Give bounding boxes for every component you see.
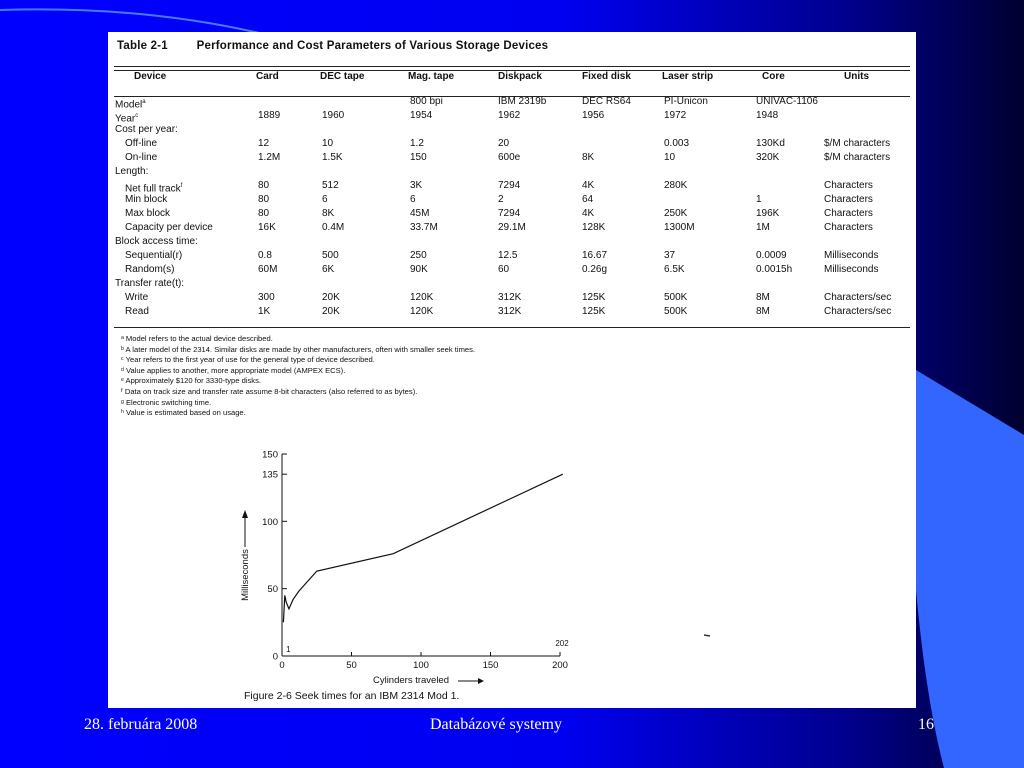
table-cell: 16.67 [582, 250, 608, 261]
table-cell: 120K [410, 292, 434, 303]
table-cell: 20K [322, 292, 340, 303]
footnote: ᶜ Year refers to the first year of use for the general type of device described. [121, 355, 375, 365]
table-cell: 0.0015h [756, 264, 793, 275]
table-cell: 20K [322, 306, 340, 317]
column-header: Card [256, 71, 279, 82]
scanned-page [108, 32, 916, 708]
row-label: Block access time: [115, 236, 198, 247]
table-cell: 250 [410, 250, 427, 261]
table-cell: 600e [498, 152, 521, 163]
table-cell: 1M [756, 222, 770, 233]
table-cell: 320K [756, 152, 780, 163]
row-label: Random(s) [125, 264, 175, 275]
table-cell: 7294 [498, 180, 521, 191]
table-cell: 4K [582, 208, 595, 219]
table-cell: 0.26g [582, 264, 608, 275]
table-cell: 512 [322, 180, 339, 191]
table-cell: 8K [322, 208, 335, 219]
table-cell: 12 [258, 138, 270, 149]
table-cell: 300 [258, 292, 275, 303]
row-label: Cost per year: [115, 124, 178, 135]
table-cell: 6 [410, 194, 416, 205]
table-cell: 90K [410, 264, 428, 275]
table-cell: 37 [664, 250, 676, 261]
table-cell: 10 [664, 152, 676, 163]
y-axis-arrowhead [242, 510, 248, 518]
table-title-text: Performance and Cost Parameters of Various Storage Devices [196, 40, 549, 52]
table-cell: Characters [824, 194, 873, 205]
table-cell: Characters [824, 180, 873, 191]
chart-annotation: 202 [555, 639, 569, 648]
table-cell: 16K [258, 222, 276, 233]
x-axis-arrowhead [478, 678, 484, 684]
row-label: Net full track$^f$ [125, 183, 183, 195]
row-label: Capacity per device [125, 222, 213, 233]
footnote: ᵈ Value applies to another, more appropriate model (AMPEX ECS). [121, 365, 346, 375]
table-cell: 1948 [756, 110, 779, 121]
table-cell: 500K [664, 292, 688, 303]
table-cell: 1.5K [322, 152, 343, 163]
table-cell: 6 [322, 194, 328, 205]
column-header: DEC tape [320, 71, 365, 82]
table-cell: 125K [582, 292, 606, 303]
table-cell: 120K [410, 306, 434, 317]
y-tick-label: 150 [262, 449, 278, 461]
table-cell: 1960 [322, 110, 345, 121]
row-label: Read [125, 306, 149, 317]
x-tick-label: 0 [279, 660, 285, 671]
table-cell: Characters [824, 208, 873, 219]
row-label: Sequential(r) [125, 250, 183, 261]
footnote: ᶠ Data on track size and transfer rate assume 8-bit characters (also referred to as bytes). [121, 387, 418, 396]
row-label: Max block [125, 208, 171, 219]
x-tick-label: 50 [346, 660, 357, 671]
footnote: ᵃ Model refers to the actual device described. [121, 334, 273, 343]
table-cell: PI-Unicon [664, 96, 708, 107]
table-cell: 500 [322, 250, 339, 261]
scan-mark [704, 635, 710, 636]
table-cell: 80 [258, 208, 270, 219]
footnote: ᵇ A later model of the 2314. Similar disks are made by other manufacturers, often with smaller seek times. [121, 344, 476, 354]
table-cell: 0.0009 [756, 250, 787, 261]
table-cell: Milliseconds [824, 264, 879, 275]
table-cell: 1K [258, 306, 271, 317]
row-label: Transfer rate(t): [115, 278, 185, 289]
table-label: Table 2-1 [117, 40, 168, 52]
row-label: Write [125, 292, 149, 303]
table-cell: 312K [498, 306, 522, 317]
table-cell: 20 [498, 138, 510, 149]
y-tick-label: 0 [272, 651, 278, 663]
table-cell: Characters/sec [824, 306, 892, 317]
table-cell: 125K [582, 306, 606, 317]
table-cell: 1300M [664, 222, 695, 233]
table-cell: $/M characters [824, 138, 891, 149]
column-header: Units [844, 71, 869, 82]
x-tick-label: 100 [413, 660, 429, 671]
column-header: Core [762, 71, 785, 82]
table-cell: 312K [498, 292, 522, 303]
x-axis-label: Cylinders traveled [372, 675, 450, 686]
table-cell: 60 [498, 264, 510, 275]
table-cell: 130Kd [756, 138, 785, 149]
table-cell: 1.2M [258, 152, 281, 163]
footer-page-number: 16 [918, 716, 934, 733]
table-cell: 1956 [582, 110, 605, 121]
table-cell: 8M [756, 306, 770, 317]
table-cell: 29.1M [498, 222, 526, 233]
table-cell: 1889 [258, 110, 281, 121]
table-cell: 3K [410, 180, 423, 191]
chart-annotation: 1 [286, 645, 291, 654]
column-header: Device [134, 71, 167, 82]
table-cell: 500K [664, 306, 688, 317]
table-cell: 4K [582, 180, 595, 191]
table-cell: 800 bpi [410, 96, 443, 107]
table-cell: 250K [664, 208, 688, 219]
footer-date: 28. februára 2008 [84, 716, 198, 733]
y-tick-label: 50 [267, 584, 278, 596]
table-cell: UNIVAC-1106 [756, 96, 818, 107]
table-cell: 6K [322, 264, 335, 275]
footnote: ʰ Value is estimated based on usage. [121, 408, 246, 418]
table-cell: 0.003 [664, 138, 690, 149]
table-cell: 128K [582, 222, 606, 233]
seek-time-line [283, 474, 562, 622]
column-header: Fixed disk [582, 71, 631, 82]
table-cell: 80 [258, 180, 270, 191]
table-cell: 1972 [664, 110, 687, 121]
column-header: Laser strip [662, 71, 714, 82]
row-label: Year$^c$ [115, 113, 139, 125]
table-cell: 0.4M [322, 222, 345, 233]
table-cell: 8M [756, 292, 770, 303]
table-cell: 12.5 [498, 250, 518, 261]
table-cell: Milliseconds [824, 250, 879, 261]
row-label: Model$^a$ [115, 99, 146, 111]
table-cell: Characters/sec [824, 292, 892, 303]
table-cell: DEC RS64 [582, 96, 631, 107]
figure-caption: Figure 2-6 Seek times for an IBM 2314 Mod 1. [244, 690, 460, 702]
table-cell: 196K [756, 208, 780, 219]
table-cell: 7294 [498, 208, 521, 219]
table-cell: 1.2 [410, 138, 424, 149]
table-cell: 280K [664, 180, 688, 191]
table-cell: 64 [582, 194, 594, 205]
table-cell: 1 [756, 194, 762, 205]
y-tick-label: 135 [262, 469, 278, 481]
row-label: Length: [115, 166, 149, 177]
column-header: Mag. tape [408, 71, 455, 82]
table-cell: 10 [322, 138, 334, 149]
footer-title: Databázové systemy [430, 716, 562, 733]
y-tick-label: 100 [262, 516, 278, 528]
table-cell: 0.8 [258, 250, 272, 261]
table-cell: 6.5K [664, 264, 685, 275]
column-header: Diskpack [498, 71, 542, 82]
table-cell: 33.7M [410, 222, 438, 233]
row-label: Min block [125, 194, 168, 205]
y-axis-label: Milliseconds [240, 549, 251, 601]
seek-time-chart [108, 32, 916, 708]
footnote: ᵍ Electronic switching time. [121, 397, 212, 407]
table-cell: 60M [258, 264, 278, 275]
table-cell: 80 [258, 194, 270, 205]
table-cell: 150 [410, 152, 427, 163]
table-cell: $/M characters [824, 152, 891, 163]
table-cell: 45M [410, 208, 430, 219]
table-cell: 1954 [410, 110, 433, 121]
x-tick-label: 200 [552, 660, 568, 671]
row-label: Off-line [125, 138, 158, 149]
row-label: On-line [125, 152, 158, 163]
table-cell: Characters [824, 222, 873, 233]
table-cell: 1962 [498, 110, 521, 121]
table-cell: 8K [582, 152, 595, 163]
footnote: ᵉ Approximately $120 for 3330-type disks. [121, 376, 262, 386]
x-tick-label: 150 [482, 660, 499, 671]
table-cell: 2 [498, 194, 504, 205]
table-cell: IBM 2319b [498, 96, 547, 107]
